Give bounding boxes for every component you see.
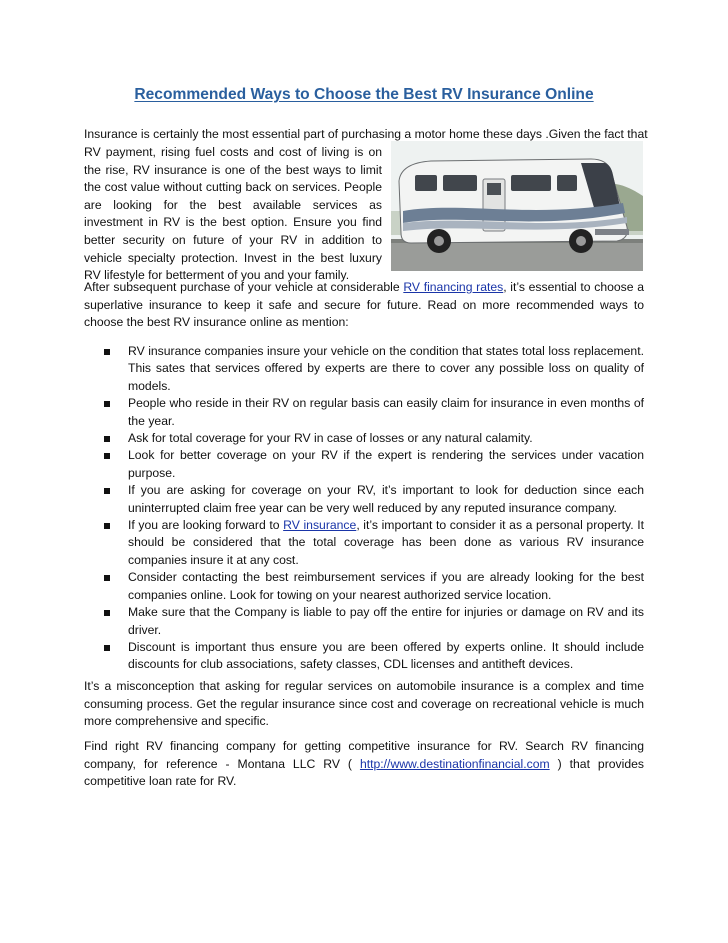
list-item [84, 639, 644, 674]
list-item [84, 343, 644, 395]
list-item [84, 430, 644, 447]
recommendations-list [84, 343, 644, 674]
paragraph-financing [84, 279, 644, 332]
bullet-icon [104, 401, 110, 407]
document-title: Recommended Ways to Choose the Best RV Insurance Online [134, 86, 594, 103]
bullet-icon [104, 349, 110, 355]
paragraph-financing-text-before: After subsequent purchase of your vehicle at considerable [84, 280, 404, 294]
bullet-icon [104, 645, 110, 651]
rv-financing-rates-link[interactable]: RV financing rates [403, 280, 504, 294]
paragraph-reference-text-after: ) that provides competitive loan rate for RV. [84, 756, 644, 789]
list-item [84, 569, 644, 604]
list-item-text: Look for better coverage on your RV if the expert is rendering the services under vacation purpose. [128, 448, 644, 480]
intro-paragraph-first-line: Insurance is certainly the most essential part of purchasing a motor home these days .Given the fact that [84, 127, 648, 141]
list-item-text: Discount is important thus ensure you are been offered by experts online. It should include discounts for club associations, safety classes, CDL licenses and antitheft devices. [128, 639, 644, 672]
bullet-icon [104, 575, 110, 581]
bullet-icon [104, 488, 110, 494]
destination-financial-link[interactable]: http://www.destinationfinancial.com [359, 756, 550, 771]
list-item-text: People who reside in their RV on regular basis can easily claim for insurance in even months of the year. [128, 396, 644, 428]
bullet-icon [104, 453, 110, 459]
list-item-text: Ask for total coverage for your RV in case of losses or any natural calamity. [128, 431, 533, 446]
list-item-text: Make sure that the Company is liable to pay off the entire for injuries or damage on RV and its driver. [128, 605, 644, 637]
bullet-icon [104, 523, 110, 529]
paragraph-reference-text-before: Find right RV financing company for getting competitive insurance for RV. Search RV financing company, for reference - Montana LLC RV ( [84, 739, 644, 771]
paragraph-reference [84, 738, 644, 791]
paragraph-financing-text-after: , it’s essential to choose a superlative insurance to keep it safe and secure for future. Read on more recommended ways to choose the best RV insurance online as mention: [84, 280, 644, 330]
list-item-text-before: If you are looking forward to [128, 518, 284, 533]
list-item-text-after: , it’s important to consider it as a personal property. It should be considered that the total coverage has been done as various RV insurance companies insure it at any cost. [128, 518, 644, 567]
bullet-icon [104, 610, 110, 616]
list-item [84, 482, 644, 517]
motorhome-photo [391, 141, 643, 271]
paragraph-misconception: It’s a misconception that asking for regular services on automobile insurance is a complex and time consuming process. Get the regular insurance since cost and coverage on recreational vehicle is much more comprehensive and specific. [84, 679, 644, 729]
list-item-text: If you are asking for coverage on your RV, it’s important to look for deduction since each uninterrupted claim free year can be very well reduced by any reputed insurance company. [128, 483, 644, 515]
list-item-text: RV insurance companies insure your vehicle on the condition that states total loss replacement. This sates that services offered by experts are there to cover any possible loss on quality of models. [128, 344, 644, 393]
bullet-icon [104, 436, 110, 442]
list-item [84, 447, 644, 482]
rv-insurance-link[interactable]: RV insurance [283, 518, 357, 533]
list-item [84, 395, 644, 430]
list-item [84, 517, 644, 569]
list-item [84, 604, 644, 639]
intro-paragraph-wrapped: RV payment, rising fuel costs and cost of living is on the rise, RV insurance is one of the best ways to limit the cost value without cutting back on services. People are looking for the best available services as investment in RV is the best option. Ensure you find better security on future of your RV in addition to vehicle specialty protection. Invest in the best luxury RV lifestyle for betterment of you and your family. [84, 145, 382, 283]
list-item-text: Consider contacting the best reimbursement services if you are already looking for the best companies online. Look for towing on your nearest authorized service location. [128, 570, 644, 602]
